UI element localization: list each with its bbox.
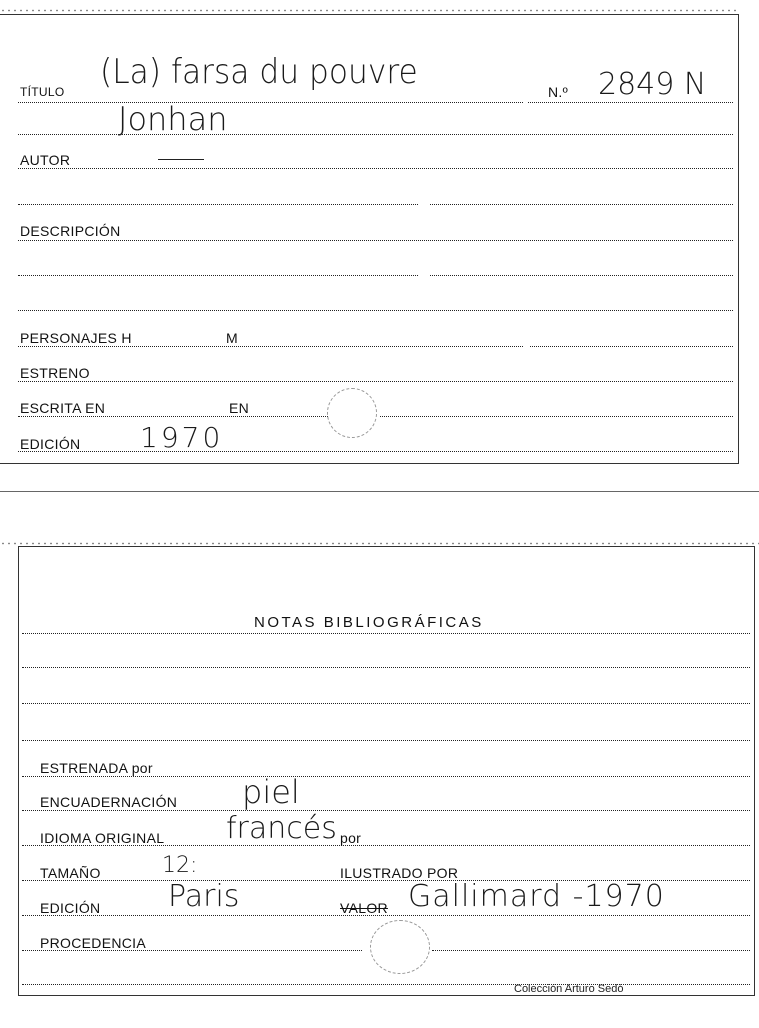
descripcion-label: DESCRIPCIÓN — [20, 223, 121, 239]
por-label: por — [340, 830, 362, 846]
rule-autor-2 — [18, 204, 418, 205]
rule-descripcion-2b — [430, 275, 733, 276]
edicion-label-top: EDICIÓN — [20, 436, 81, 452]
rule-notas-2 — [22, 667, 750, 668]
numero-value: 2849 N — [598, 67, 707, 102]
idioma-label: IDIOMA ORIGINAL — [40, 830, 165, 846]
estrenada-label: ESTRENADA por — [40, 760, 153, 776]
rule-notas-4 — [22, 740, 750, 741]
rule-encuadernacion — [22, 810, 750, 811]
notas-heading: NOTAS BIBLIOGRÁFICAS — [254, 614, 484, 631]
rule-estrenada — [22, 776, 750, 777]
autor-label: AUTOR — [20, 152, 71, 168]
titulo-value-line2: Jonhan — [118, 100, 228, 138]
card-separator — [0, 491, 759, 492]
autor-dash-mark — [158, 159, 204, 160]
rule-descripcion — [18, 240, 733, 241]
procedencia-label: PROCEDENCIA — [40, 935, 146, 951]
collection-footer: Colección Arturo Sedó — [514, 983, 624, 995]
rule-estreno — [18, 381, 733, 382]
ilustrado-label: ILUSTRADO POR — [340, 865, 459, 881]
escrita-en-label: ESCRITA EN — [20, 400, 106, 416]
rule-autor-2b — [430, 204, 733, 205]
rule-numero — [528, 102, 733, 103]
encuadernacion-value: piel — [242, 773, 300, 811]
personajes-m-label: M — [226, 330, 238, 346]
rule-autor — [18, 168, 733, 169]
rule-escrita — [18, 416, 328, 417]
numero-label: N.º — [548, 84, 569, 100]
rule-descripcion-3 — [18, 310, 733, 311]
rule-descripcion-2 — [18, 275, 418, 276]
valor-label: VALOR — [340, 900, 388, 916]
edicion-value-top: 1970 — [140, 421, 224, 454]
personajes-label: PERSONAJES H — [20, 330, 132, 346]
idioma-value: francés — [226, 811, 337, 846]
scan-speckle-top — [0, 8, 740, 13]
rule-edicion — [18, 451, 733, 452]
tamano-value: 12: — [162, 853, 198, 878]
punch-hole-top — [327, 388, 377, 438]
edicion-value-bottom: Paris — [168, 879, 240, 914]
rule-notas-3 — [22, 703, 750, 704]
titulo-label: TÍTULO — [20, 85, 65, 99]
rule-procedencia-b — [432, 950, 750, 951]
rule-personajes — [18, 346, 523, 347]
rule-notas-1 — [22, 633, 750, 634]
punch-hole-bottom — [370, 920, 430, 974]
rule-final — [22, 984, 750, 985]
estreno-label: ESTRENO — [20, 365, 90, 381]
titulo-value: (La) farsa du pouvre — [100, 52, 418, 92]
rule-personajes-b — [530, 346, 733, 347]
edicion-label-bottom: EDICIÓN — [40, 900, 101, 916]
tamano-label: TAMAÑO — [40, 865, 101, 881]
rule-escrita-b — [380, 416, 733, 417]
valor-value: Gallimard -1970 — [408, 879, 665, 914]
encuadernacion-label: ENCUADERNACIÓN — [40, 794, 178, 810]
rule-titulo — [18, 102, 523, 103]
en-label: EN — [229, 400, 250, 416]
